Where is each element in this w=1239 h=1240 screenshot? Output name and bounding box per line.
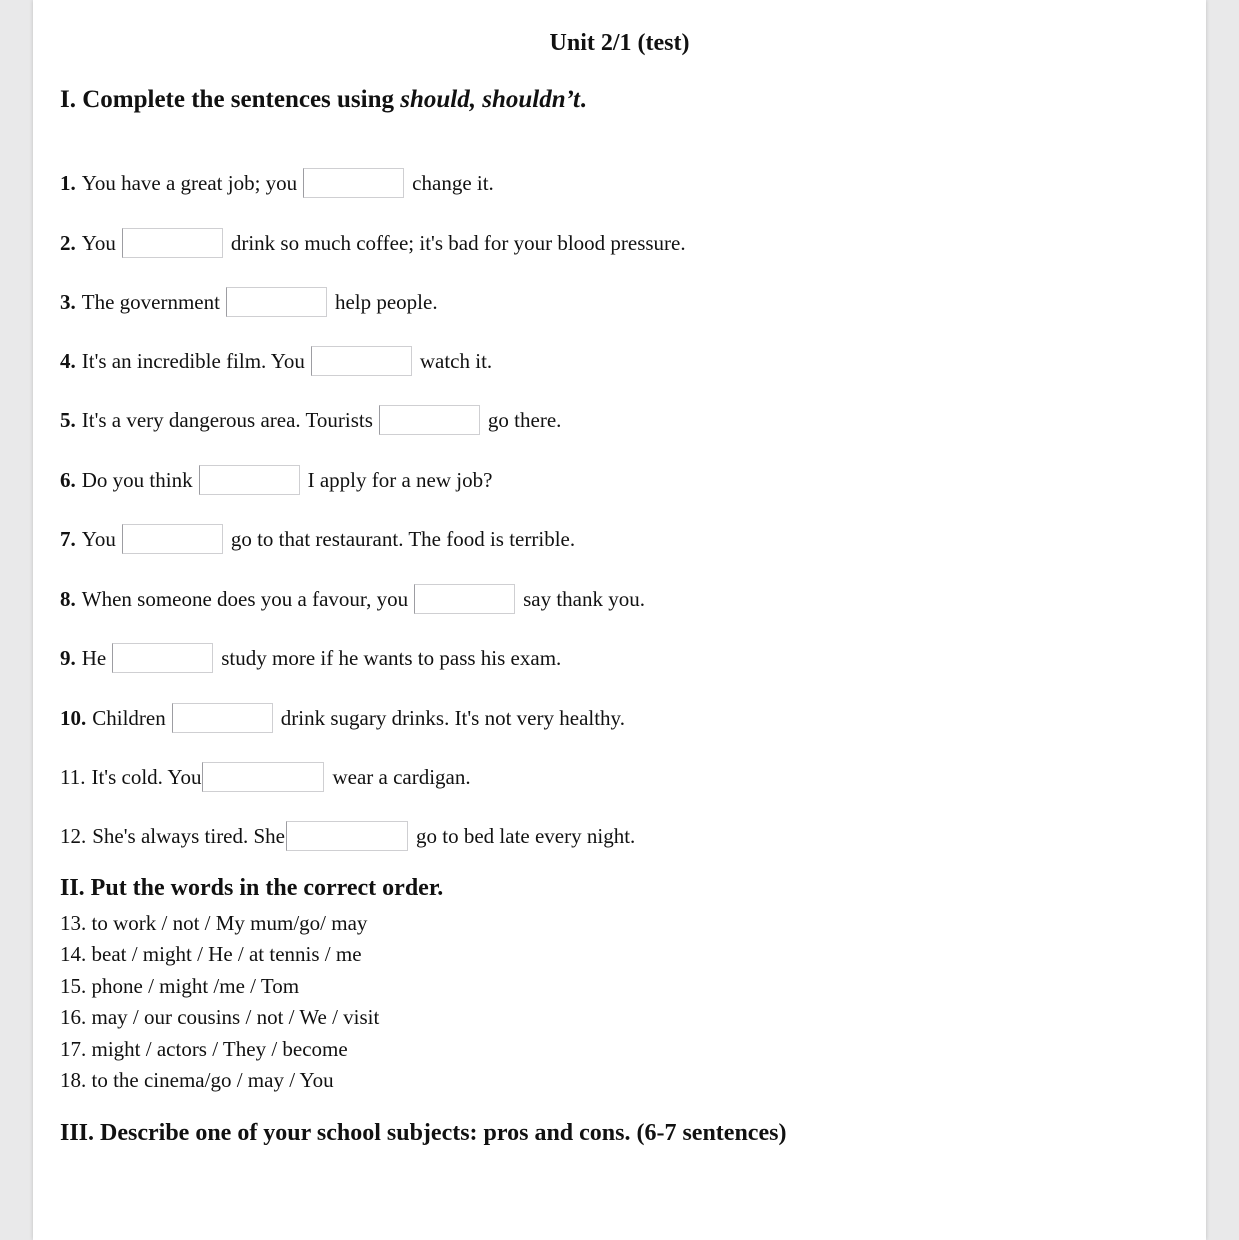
exercise-item-9: 9. He study more if he wants to pass his exam. <box>60 641 561 675</box>
answer-blank-5[interactable] <box>379 405 480 435</box>
answer-blank-8[interactable] <box>414 584 515 614</box>
answer-blank-3[interactable] <box>226 287 327 317</box>
list-item: 15. phone / might /me / Tom <box>60 973 300 998</box>
page-title: Unit 2/1 (test) <box>549 30 690 56</box>
exercise-item-6: 6. Do you think I apply for a new job? <box>60 463 492 497</box>
exercise-item-7: 7. You go to that restaurant. The food is terrible. <box>60 522 575 556</box>
answer-blank-9[interactable] <box>112 643 213 673</box>
exercise-item-12: 12. She's always tired. She go to bed late every night. <box>60 819 635 853</box>
exercise-item-2: 2. You drink so much coffee; it's bad for your blood pressure. <box>60 226 686 260</box>
list-item: 13. to work / not / My mum/go/ may <box>60 911 368 935</box>
list-item: 17. might / actors / They / become <box>60 1036 348 1061</box>
exercise-item-1: 1. You have a great job; you change it. <box>60 166 494 200</box>
worksheet-page <box>33 0 1206 1240</box>
exercise-item-11: 11. It's cold. You wear a cardigan. <box>60 760 471 794</box>
exercise-item-3: 3. The government help people. <box>60 285 438 319</box>
answer-blank-2[interactable] <box>122 228 223 258</box>
list-item: 16. may / our cousins / not / We / visit <box>60 1005 380 1030</box>
list-item: 14. beat / might / He / at tennis / me <box>60 942 362 967</box>
answer-blank-7[interactable] <box>122 524 223 554</box>
exercise-item-10: 10. Children drink sugary drinks. It's not very healthy. <box>60 701 625 735</box>
answer-blank-11[interactable] <box>202 762 324 792</box>
answer-blank-6[interactable] <box>199 465 300 495</box>
exercise-item-5: 5. It's a very dangerous area. Tourists go there. <box>60 403 561 437</box>
section-3-heading: III. Describe one of your school subjects: pros and cons. (6-7 sentences) <box>60 1120 787 1146</box>
word-order-list <box>60 908 379 1096</box>
answer-blank-12[interactable] <box>286 821 408 851</box>
answer-blank-4[interactable] <box>311 346 412 376</box>
exercise-item-8: 8. When someone does you a favour, you say thank you. <box>60 582 645 616</box>
answer-blank-1[interactable] <box>303 168 404 198</box>
section-1-heading: I. Complete the sentences using should, shouldn’t. <box>60 86 587 113</box>
answer-blank-10[interactable] <box>172 703 273 733</box>
exercise-item-4: 4. It's an incredible film. You watch it. <box>60 344 492 378</box>
section-2-heading: II. Put the words in the correct order. <box>60 875 444 901</box>
list-item: 18. to the cinema/go / may / You <box>60 1068 334 1093</box>
